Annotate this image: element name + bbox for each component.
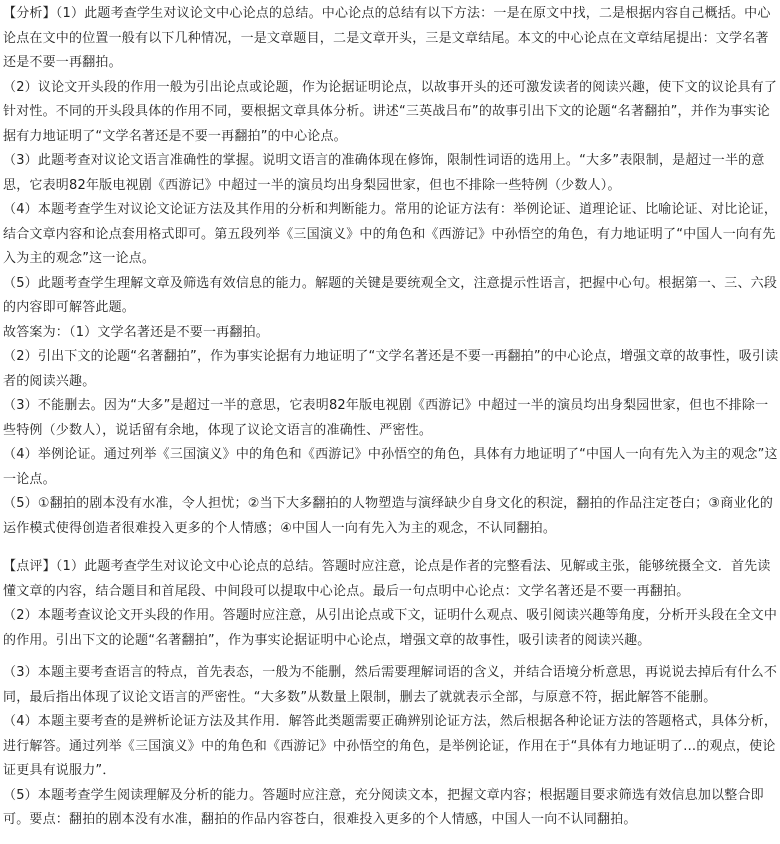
analysis-point-2: （2）议论文开头段的作用一般为引出论点或论题，作为论据证明论点，以故事开头的还可激发读者的阅读兴趣，使下文的议论具有了针对性。不同的开头段具体的作用不同，要根据文章具体分析。讲述“三英战吕布”的故事引出下文的论题“名著翻拍”，并作为事实论据有力地证明了“文学名著还是不要一再翻拍”的中心论点。 (3, 79, 778, 144)
comment-point-2: （2）本题考查议论文开头段的作用。答题时应注意，从引出论点或下文，证明什么观点、吸引阅读兴趣等角度，分析开头段在全文中的作用。引出下文的论题“名著翻拍”，作为事实论据证明中心论点，增强文章的故事性，吸引读者的阅读兴趣。 (3, 608, 778, 648)
comment-point-5: （5）本题考查学生阅读理解及分析的能力。答题时应注意，充分阅读文本，把握文章内容；根据题目要求筛选有效信息加以整合即可。要点：翻拍的剧本没有水准，翻拍的作品内容苍白，很难投入更多的个人情感，中国人一向不认同翻拍。 (3, 787, 764, 827)
answer-explanation-document (3, 2, 779, 833)
section-divider-space (3, 541, 779, 555)
analysis-point-4: （4）本题考查学生对议论文论证方法及其作用的分析和判断能力。常用的论证方法有：举例论证、道理论证、比喻论证、对比论证，结合文章内容和论点套用格式即可。第五段列举《三国演义》中的角色和《西游记》中孙悟空的角色，有力地证明了“中国人一向有先入为主的观念”这一论点。 (3, 202, 778, 266)
answer-3: （3）不能删去。因为“大多”是超过一半的意思，它表明82年版电视剧《西游记》中超过一半的演员均出身梨园世家，但也不排除一些特例（少数人），说话留有余地，体现了议论文语言的准确性、严密性。 (3, 398, 769, 438)
comment-point-4: （4）本题主要考查的是辨析论证方法及其作用．解答此类题需要正确辨别论证方法，然后根据各种论证方法的答题格式，具体分析，进行解答。通过列举《三国演义》中的角色和《西游记》中孙悟空的角色，是举例论证，作用在于“具体有力地证明了…的观点，使论证更具有说服力”． (3, 714, 778, 778)
analysis-point-1: 【分析】（1）此题考查学生对议论文中心论点的总结。中心论点的总结有以下方法：一是在原文中找，二是根据内容自己概括。中心论点在文中的位置一般有以下几种情况，一是文章题目，二是文章开头，三是文章结尾。本文的中心论点在文章结尾提出：文学名著还是不要一再翻拍。 (3, 6, 771, 70)
answer-4: （4）举例论证。通过列举《三国演义》中的角色和《西游记》中孙悟空的角色，具体有力地证明了“中国人一向有先入为主的观念”这一论点。 (3, 447, 778, 487)
comment-point-3: （3）本题主要考查语言的特点，首先表态，一般为不能删，然后需要理解词语的含义，并结合语境分析意思，再说说去掉后有什么不同，最后指出体现了议论文语言的严密性。“大多数”从数量上限制，删去了就就表示全部，与原意不符，据此解答不能删。 (3, 665, 778, 705)
analysis-point-5: （5）此题考查学生理解文章及筛选有效信息的能力。解题的关键是要统观全文，注意提示性语言，把握中心句。根据第一、三、六段的内容即可解答此题。 (3, 275, 778, 315)
answer-intro: 故答案为：（1）文学名著还是不要一再翻拍。 (3, 324, 269, 340)
answer-2: （2）引出下文的论题“名著翻拍”，作为事实论据有力地证明了“文学名著还是不要一再翻拍”的中心论点，增强文章的故事性，吸引读者的阅读兴趣。 (3, 349, 779, 389)
paragraph-gap (3, 653, 779, 661)
analysis-point-3: （3）此题考查对议论文语言准确性的掌握。说明文语言的准确体现在修饰，限制性词语的选用上。“大多”表限制，是超过一半的意思，它表明82年版电视剧《西游记》中超过一半的演员均出身梨园世家，但也不排除一些特例（少数人）。 (3, 153, 765, 193)
comment-point-1: 【点评】（1）此题考查学生对议论文中心论点的总结。答题时应注意，论点是作者的完整看法、见解或主张，能够统摄全文．首先读懂文章的内容，结合题目和首尾段、中间段可以提取中心论点。最后一句点明中心论点：文学名著还是不要一再翻拍。 (3, 559, 771, 599)
answer-5: （5）①翻拍的剧本没有水准，令人担忧；②当下大多翻拍的人物塑造与演绎缺少自身文化的积淀，翻拍的作品注定苍白；③商业化的运作模式使得创造者很难投入更多的个人情感；④中国人一向有先入为主的观念，不认同翻拍。 (3, 496, 774, 536)
